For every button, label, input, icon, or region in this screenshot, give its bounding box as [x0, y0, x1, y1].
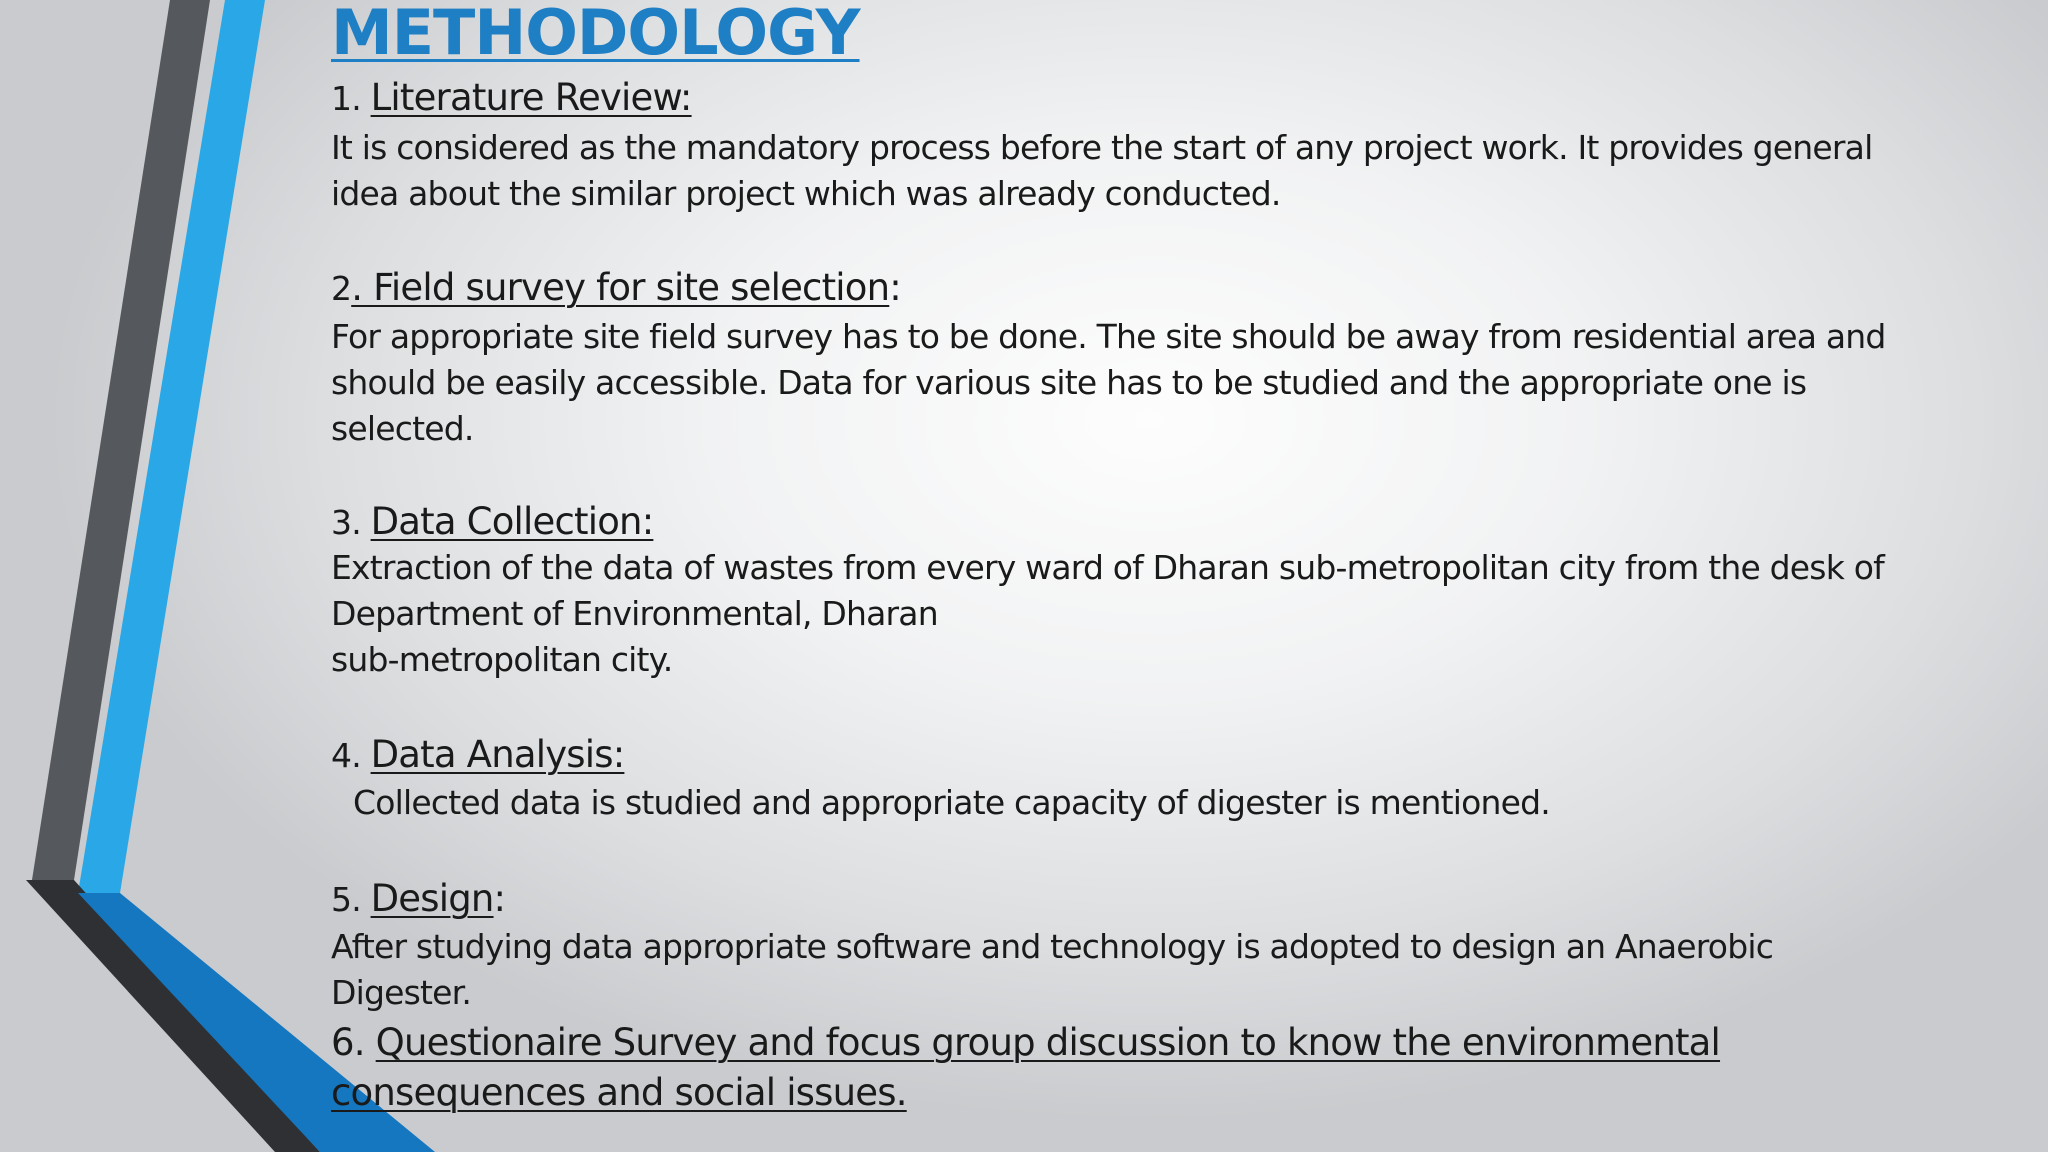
section-number: 5.	[331, 880, 371, 919]
section-heading-text: Data Analysis:	[370, 733, 625, 776]
slide-title: METHODOLOGY	[331, 0, 860, 69]
section-number: 3.	[331, 503, 371, 542]
body-line: idea about the similar project which was already conducted.	[331, 174, 1281, 213]
section-heading-field-survey	[331, 266, 901, 311]
body-line: selected.	[331, 409, 474, 448]
section-heading-data-collection	[331, 500, 653, 545]
section-heading-literature-review	[331, 76, 692, 121]
heading-line	[331, 1018, 1720, 1068]
section-body-data-collection	[331, 545, 2011, 683]
section-heading-suffix: :	[493, 877, 506, 920]
body-line: Collected data is studied and appropriate capacity of digester is mentioned.	[353, 783, 1550, 822]
section-heading-text: Questionaire Survey and focus group discussion to know the environmental	[375, 1021, 1721, 1064]
section-number: 1.	[331, 79, 371, 118]
body-line: should be easily accessible. Data for various site has to be studied and the appropriate one is	[331, 363, 1807, 402]
section-heading-text: Design	[370, 877, 494, 920]
body-line: Extraction of the data of wastes from every ward of Dharan sub-metropolitan city from the desk of	[331, 548, 1884, 587]
body-line: Department of Environmental, Dharan	[331, 594, 938, 633]
section-number: 4.	[331, 736, 371, 775]
section-body-literature-review	[331, 125, 2011, 217]
section-heading-questionnaire-survey	[331, 1018, 1720, 1118]
section-heading-text: Data Collection:	[370, 500, 654, 543]
body-line: sub-metropolitan city.	[331, 640, 673, 679]
section-body-design	[331, 924, 2011, 1016]
section-number: 6.	[331, 1021, 376, 1064]
section-heading-text-continued: consequences and social issues.	[331, 1071, 907, 1114]
section-heading-text: . Field survey for site selection	[351, 266, 890, 309]
body-line: For appropriate site field survey has to be done. The site should be away from residential area and	[331, 317, 1886, 356]
body-line: Digester.	[331, 973, 472, 1012]
section-heading-design	[331, 877, 505, 922]
section-body-data-analysis	[353, 780, 2033, 826]
shadow-stripe	[26, 880, 320, 1152]
section-heading-suffix: :	[889, 266, 901, 309]
section-heading-text: Literature Review:	[370, 76, 692, 119]
section-number: 2	[331, 269, 352, 308]
section-heading-data-analysis	[331, 733, 624, 778]
section-body-field-survey	[331, 314, 2011, 452]
body-line: After studying data appropriate software and technology is adopted to design an Anaerobic	[331, 927, 1774, 966]
body-line: It is considered as the mandatory process before the start of any project work. It provides general	[331, 128, 1873, 167]
